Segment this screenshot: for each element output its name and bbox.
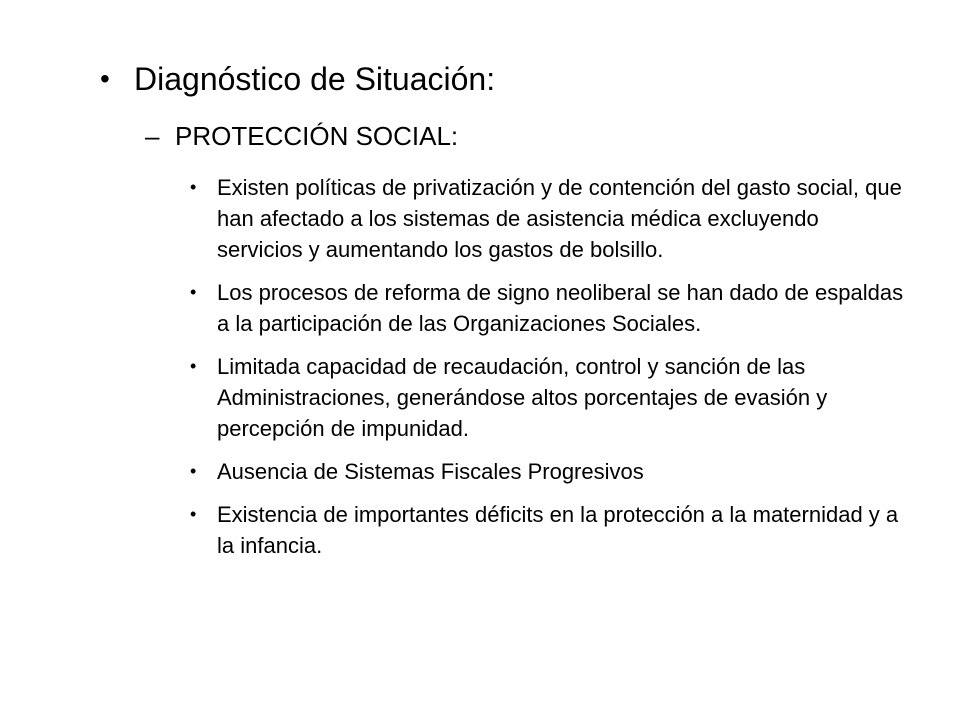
slide-subheading: PROTECCIÓN SOCIAL: [175,121,459,151]
list-item [190,351,910,444]
bullet-icon: • [190,282,197,302]
bullet-list [190,172,910,573]
list-item-text: Existen políticas de privatización y de contención del gasto social, que han afectado a los sistemas de asistencia médica excluyendo servicios y aumentando los gastos de bolsillo. [217,175,902,262]
list-item [190,172,910,265]
list-item-text: Los procesos de reforma de signo neoliberal se han dado de espaldas a la participación de las Organizaciones Sociales. [217,280,904,336]
bullet-icon: • [190,461,197,481]
list-item [190,499,910,561]
bullet-icon: • [190,356,197,376]
bullet-icon: • [190,177,197,197]
list-item-text: Existencia de importantes déficits en la protección a la maternidad y a la infancia. [217,502,899,558]
list-item-text: Limitada capacidad de recaudación, control y sanción de las Administraciones, generándose altos porcentajes de evasión y percepción de impunidad. [217,354,828,441]
dash-icon: – [145,121,160,151]
bullet-icon: • [190,504,197,524]
bullet-icon: • [100,63,110,94]
slide-heading: Diagnóstico de Situación: [134,61,496,97]
list-item-text: Ausencia de Sistemas Fiscales Progresivos [217,459,644,484]
list-item [190,456,910,487]
list-item [190,277,910,339]
subheading-row [145,118,925,154]
heading-row [100,58,920,100]
